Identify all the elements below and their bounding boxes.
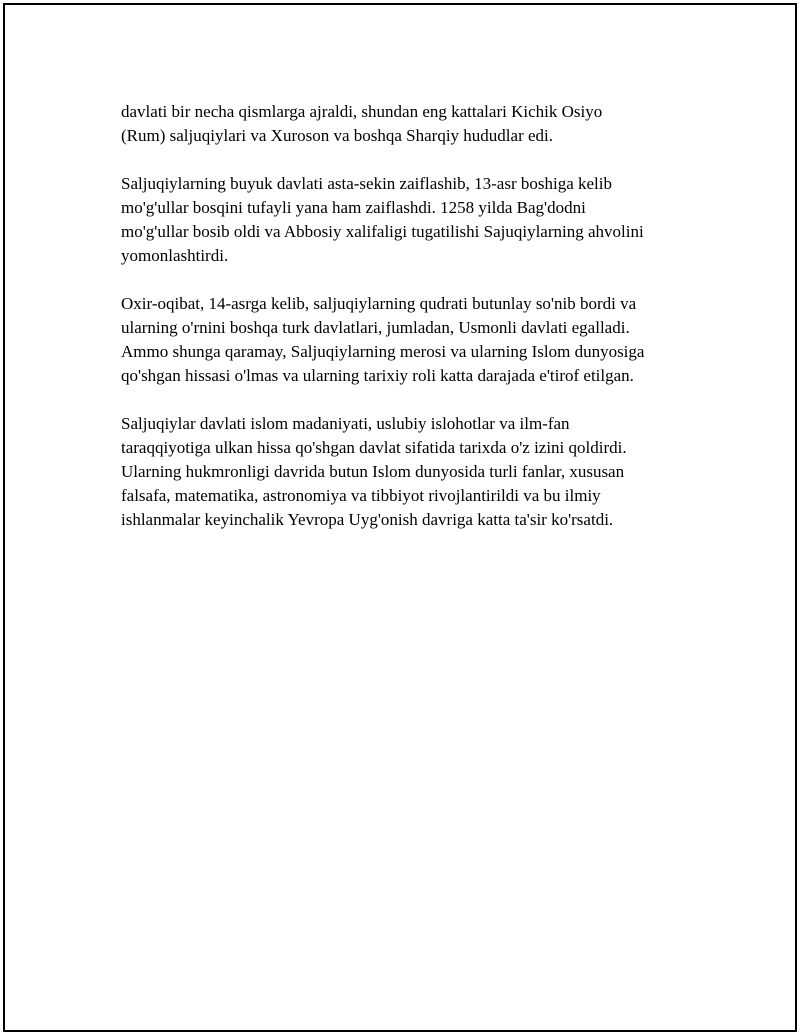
paragraph-2 [121, 172, 721, 268]
text-line: taraqqiyotiga ulkan hissa qo'shgan davlat sifatida tarixda o'z izini qoldirdi. [121, 438, 627, 457]
text-line: Ammo shunga qaramay, Saljuqiylarning merosi va ularning Islom dunyosiga [121, 342, 645, 361]
paragraph-1 [121, 100, 721, 148]
text-line: falsafa, matematika, astronomiya va tibbiyot rivojlantirildi va bu ilmiy [121, 486, 601, 505]
paragraph-4 [121, 412, 721, 532]
text-line: mo'g'ullar bosib oldi va Abbosiy xalifaligi tugatilishi Sajuqiylarning ahvolini [121, 222, 644, 241]
text-line: Ularning hukmronligi davrida butun Islom dunyosida turli fanlar, xususan [121, 462, 625, 481]
text-line: yomonlashtirdi. [121, 246, 229, 265]
text-line: Saljuqiylarning buyuk davlati asta-sekin zaiflashib, 13-asr boshiga kelib [121, 174, 612, 193]
text-line: ishlanmalar keyinchalik Yevropa Uyg'onish davriga katta ta'sir ko'rsatdi. [121, 510, 614, 529]
text-line: qo'shgan hissasi o'lmas va ularning tarixiy roli katta darajada e'tirof etilgan. [121, 366, 634, 385]
text-line: mo'g'ullar bosqini tufayli yana ham zaiflashdi. 1258 yilda Bag'dodni [121, 198, 586, 217]
text-line: ularning o'rnini boshqa turk davlatlari, jumladan, Usmonli davlati egalladi. [121, 318, 630, 337]
text-line: Saljuqiylar davlati islom madaniyati, uslubiy islohotlar va ilm-fan [121, 414, 570, 433]
document-body [121, 100, 721, 556]
paragraph-3 [121, 292, 721, 388]
document-page [3, 3, 797, 1032]
text-line: (Rum) saljuqiylari va Xuroson va boshqa Sharqiy hududlar edi. [121, 126, 554, 145]
text-line: Oxir-oqibat, 14-asrga kelib, saljuqiylarning qudrati butunlay so'nib bordi va [121, 294, 637, 313]
text-line: davlati bir necha qismlarga ajraldi, shundan eng kattalari Kichik Osiyo [121, 102, 603, 121]
